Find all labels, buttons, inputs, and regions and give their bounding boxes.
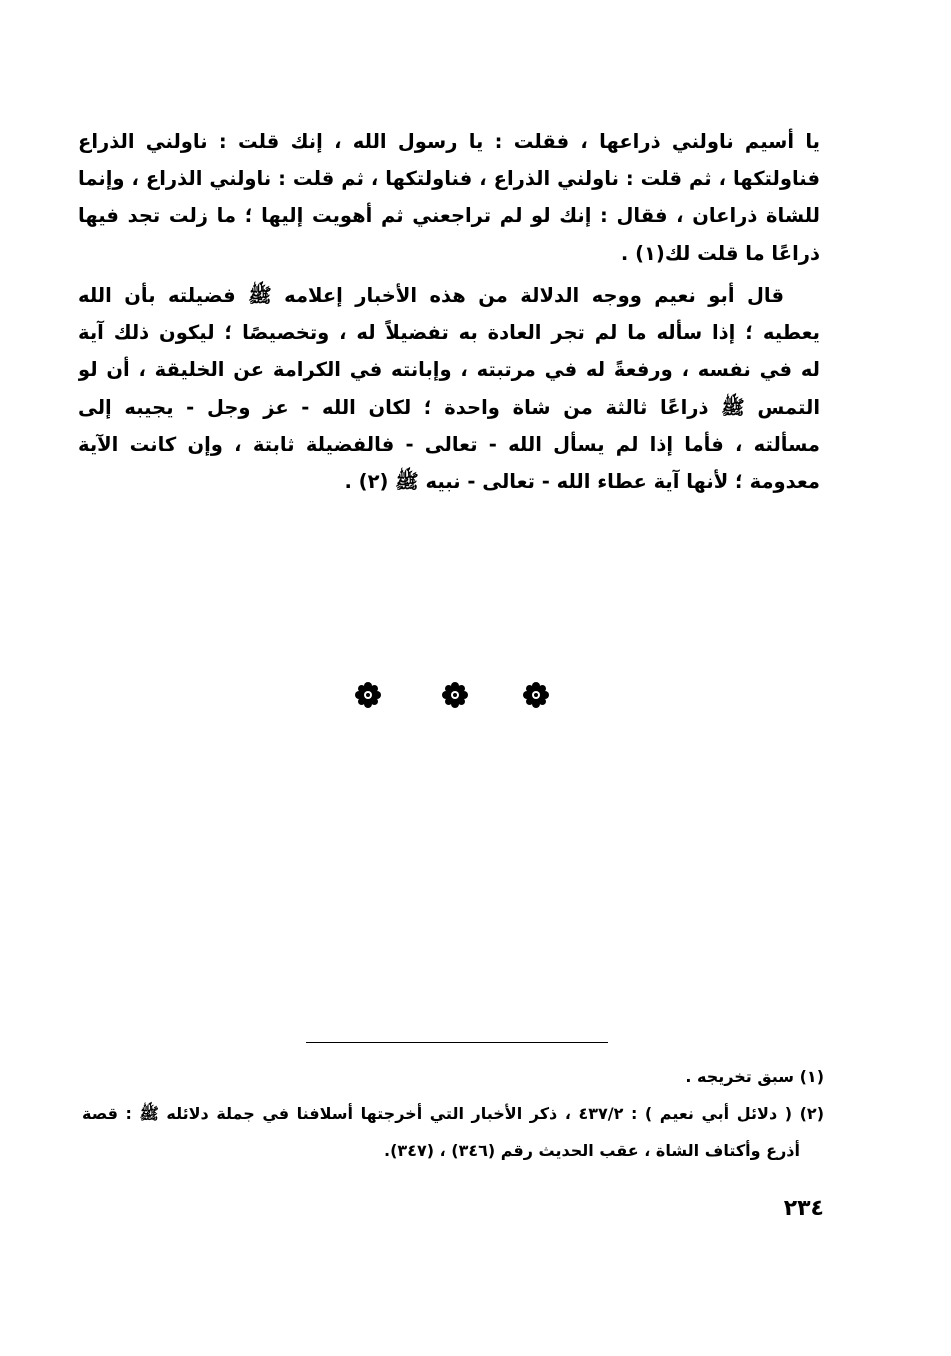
flower-ornament-icon [442, 682, 468, 708]
footnotes [82, 1058, 824, 1169]
text-line: يا أسيم ناولني ذراعها ، فقلت : يا رسول الله ، إنك قلت : ناولني الذراع [78, 130, 820, 153]
text-line: يعطيه ؛ إذا سأله ما لم تجر العادة به تفضيلاً له ، وتخصيصًا ؛ ليكون ذلك آية [78, 321, 820, 345]
text-line: مسألته ، فأما إذا لم يسأل الله - تعالى - فالفضيلة ثابتة ، وإن كانت الآية [78, 432, 820, 456]
text-line: ذراعًا ما قلت لك(١) . [620, 241, 820, 265]
page-number: ٢٣٤ [783, 1196, 824, 1221]
text-line: معدومة ؛ لأنها آية عطاء الله - تعالى - نبيه ﷺ (٢) . [344, 469, 820, 493]
footnote-2-continuation: أذرع وأكتاف الشاة ، عقب الحديث رقم (٣٤٦) ، (٣٤٧). [384, 1141, 800, 1160]
text-line: للشاة ذراعان ، فقال : إنك لو لم تراجعني ثم أهويت إليها ؛ ما زلت تجد فيها [78, 204, 820, 228]
footnote-1: (١) سبق تخريجه . [685, 1067, 824, 1086]
text-line: له في نفسه ، ورفعةً له في مرتبته ، وإبانته في الكرامة عن الخليقة ، أن لو [78, 358, 820, 382]
footnote-separator [306, 1042, 608, 1043]
footnote-2: (٢) ( دلائل أبي نعيم ) : ٤٣٧/٢ ، ذكر الأخبار التي أخرجتها أسلافنا في جملة دلائله ﷺ : قصة [82, 1104, 824, 1123]
paragraph-1 [78, 123, 820, 272]
paragraph-2 [78, 277, 820, 500]
text-line: التمس ﷺ ذراعًا ثالثة من شاة واحدة ؛ لكان الله - عز وجل - يجيبه إلى [78, 395, 820, 419]
flower-ornament-icon [523, 682, 549, 708]
section-divider-ornaments [355, 682, 555, 714]
flower-ornament-icon [355, 682, 381, 708]
text-line: فناولتكها ، ثم قلت : ناولني الذراع ، فناولتكها ، ثم قلت : ناولني الذراع ، وإنما [78, 167, 820, 191]
text-line: قال أبو نعيم ووجه الدلالة من هذه الأخبار إعلامه ﷺ فضيلته بأن الله [78, 284, 784, 307]
